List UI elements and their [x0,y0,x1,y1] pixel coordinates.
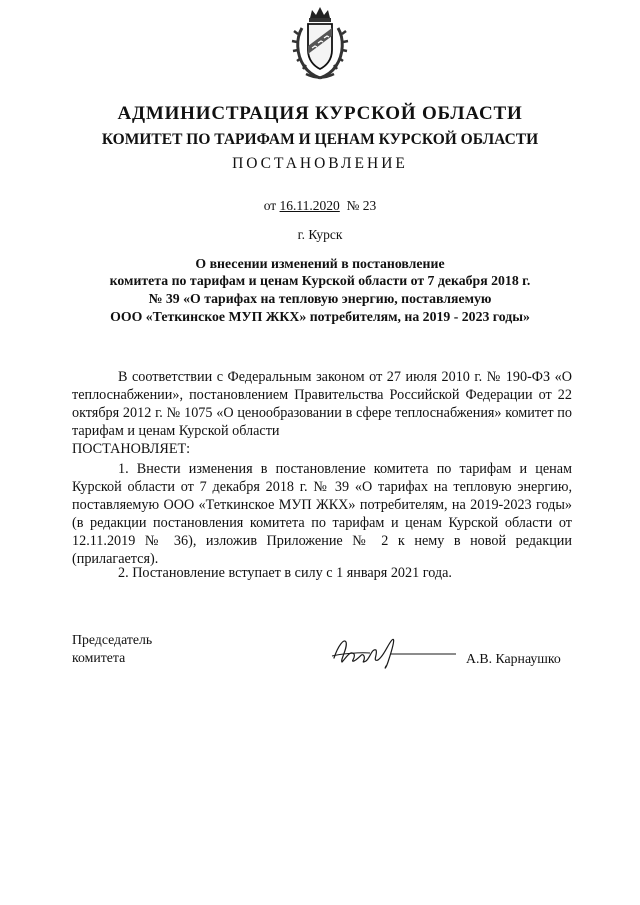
decree-word: ПОСТАНОВЛЯЕТ: [72,441,191,457]
clause-2-block [72,564,572,582]
document-title-line: комитета по тарифам и ценам Курской области от 7 декабря 2018 г. [109,273,531,288]
preamble-block [72,368,572,458]
signatory-role-line: комитета [72,650,126,665]
document-title-line: ООО «Теткинское МУП ЖКХ» потребителям, на 2019 - 2023 годы» [110,309,530,324]
document-number: № 23 [346,198,377,213]
document-title-line: О внесении изменений в постановление [195,256,445,271]
document-title-line: № 39 «О тарифах на тепловую энергию, поставляемую [148,291,492,306]
committee-heading: КОМИТЕТ ПО ТАРИФАМ И ЦЕНАМ КУРСКОЙ ОБЛАСТИ [101,131,539,148]
document-city: г. Курск [297,227,343,242]
handwritten-signature [330,628,460,673]
date-number-line [0,198,640,214]
date-prefix: от [263,198,280,213]
signer-name: А.В. Карнаушко [466,651,561,666]
organization-heading: АДМИНИСТРАЦИЯ КУРСКОЙ ОБЛАСТИ [117,103,523,124]
coat-of-arms-emblem [290,4,350,82]
clause-1-paragraph: 1. Внести изменения в постановление комитета по тарифам и ценам Курской области от 7 декабря 2018 г. № 39 «О тарифах на тепловую энергию, поставляемую ООО «Теткинское МУП ЖКХ» потребителям, на 2019-2023 годы» (в редакции постановления комитета по тарифам и ценам Курской области от 12.11.2019 № 36), изложив Приложение № 2 к нему в новой редакции (прилагается). [72,461,572,567]
preamble-paragraph: В соответствии с Федеральным законом от 27 июля 2010 г. № 190-ФЗ «О теплоснабжении», постановлением Правительства Российской Федерации от 22 октября 2012 г. № 1075 «О ценообразовании в сфере теплоснабжения» комитет по тарифам и ценам Курской области [72,369,572,439]
signatory-role [72,631,152,667]
document-type-heading: ПОСТАНОВЛЕНИЕ [232,155,408,172]
signatory-role-line: Председатель [72,632,153,647]
clause-2-paragraph: 2. Постановление вступает в силу с 1 января 2021 года. [118,565,452,581]
clause-1-block [72,460,572,568]
document-date: 16.11.2020 [279,198,340,213]
